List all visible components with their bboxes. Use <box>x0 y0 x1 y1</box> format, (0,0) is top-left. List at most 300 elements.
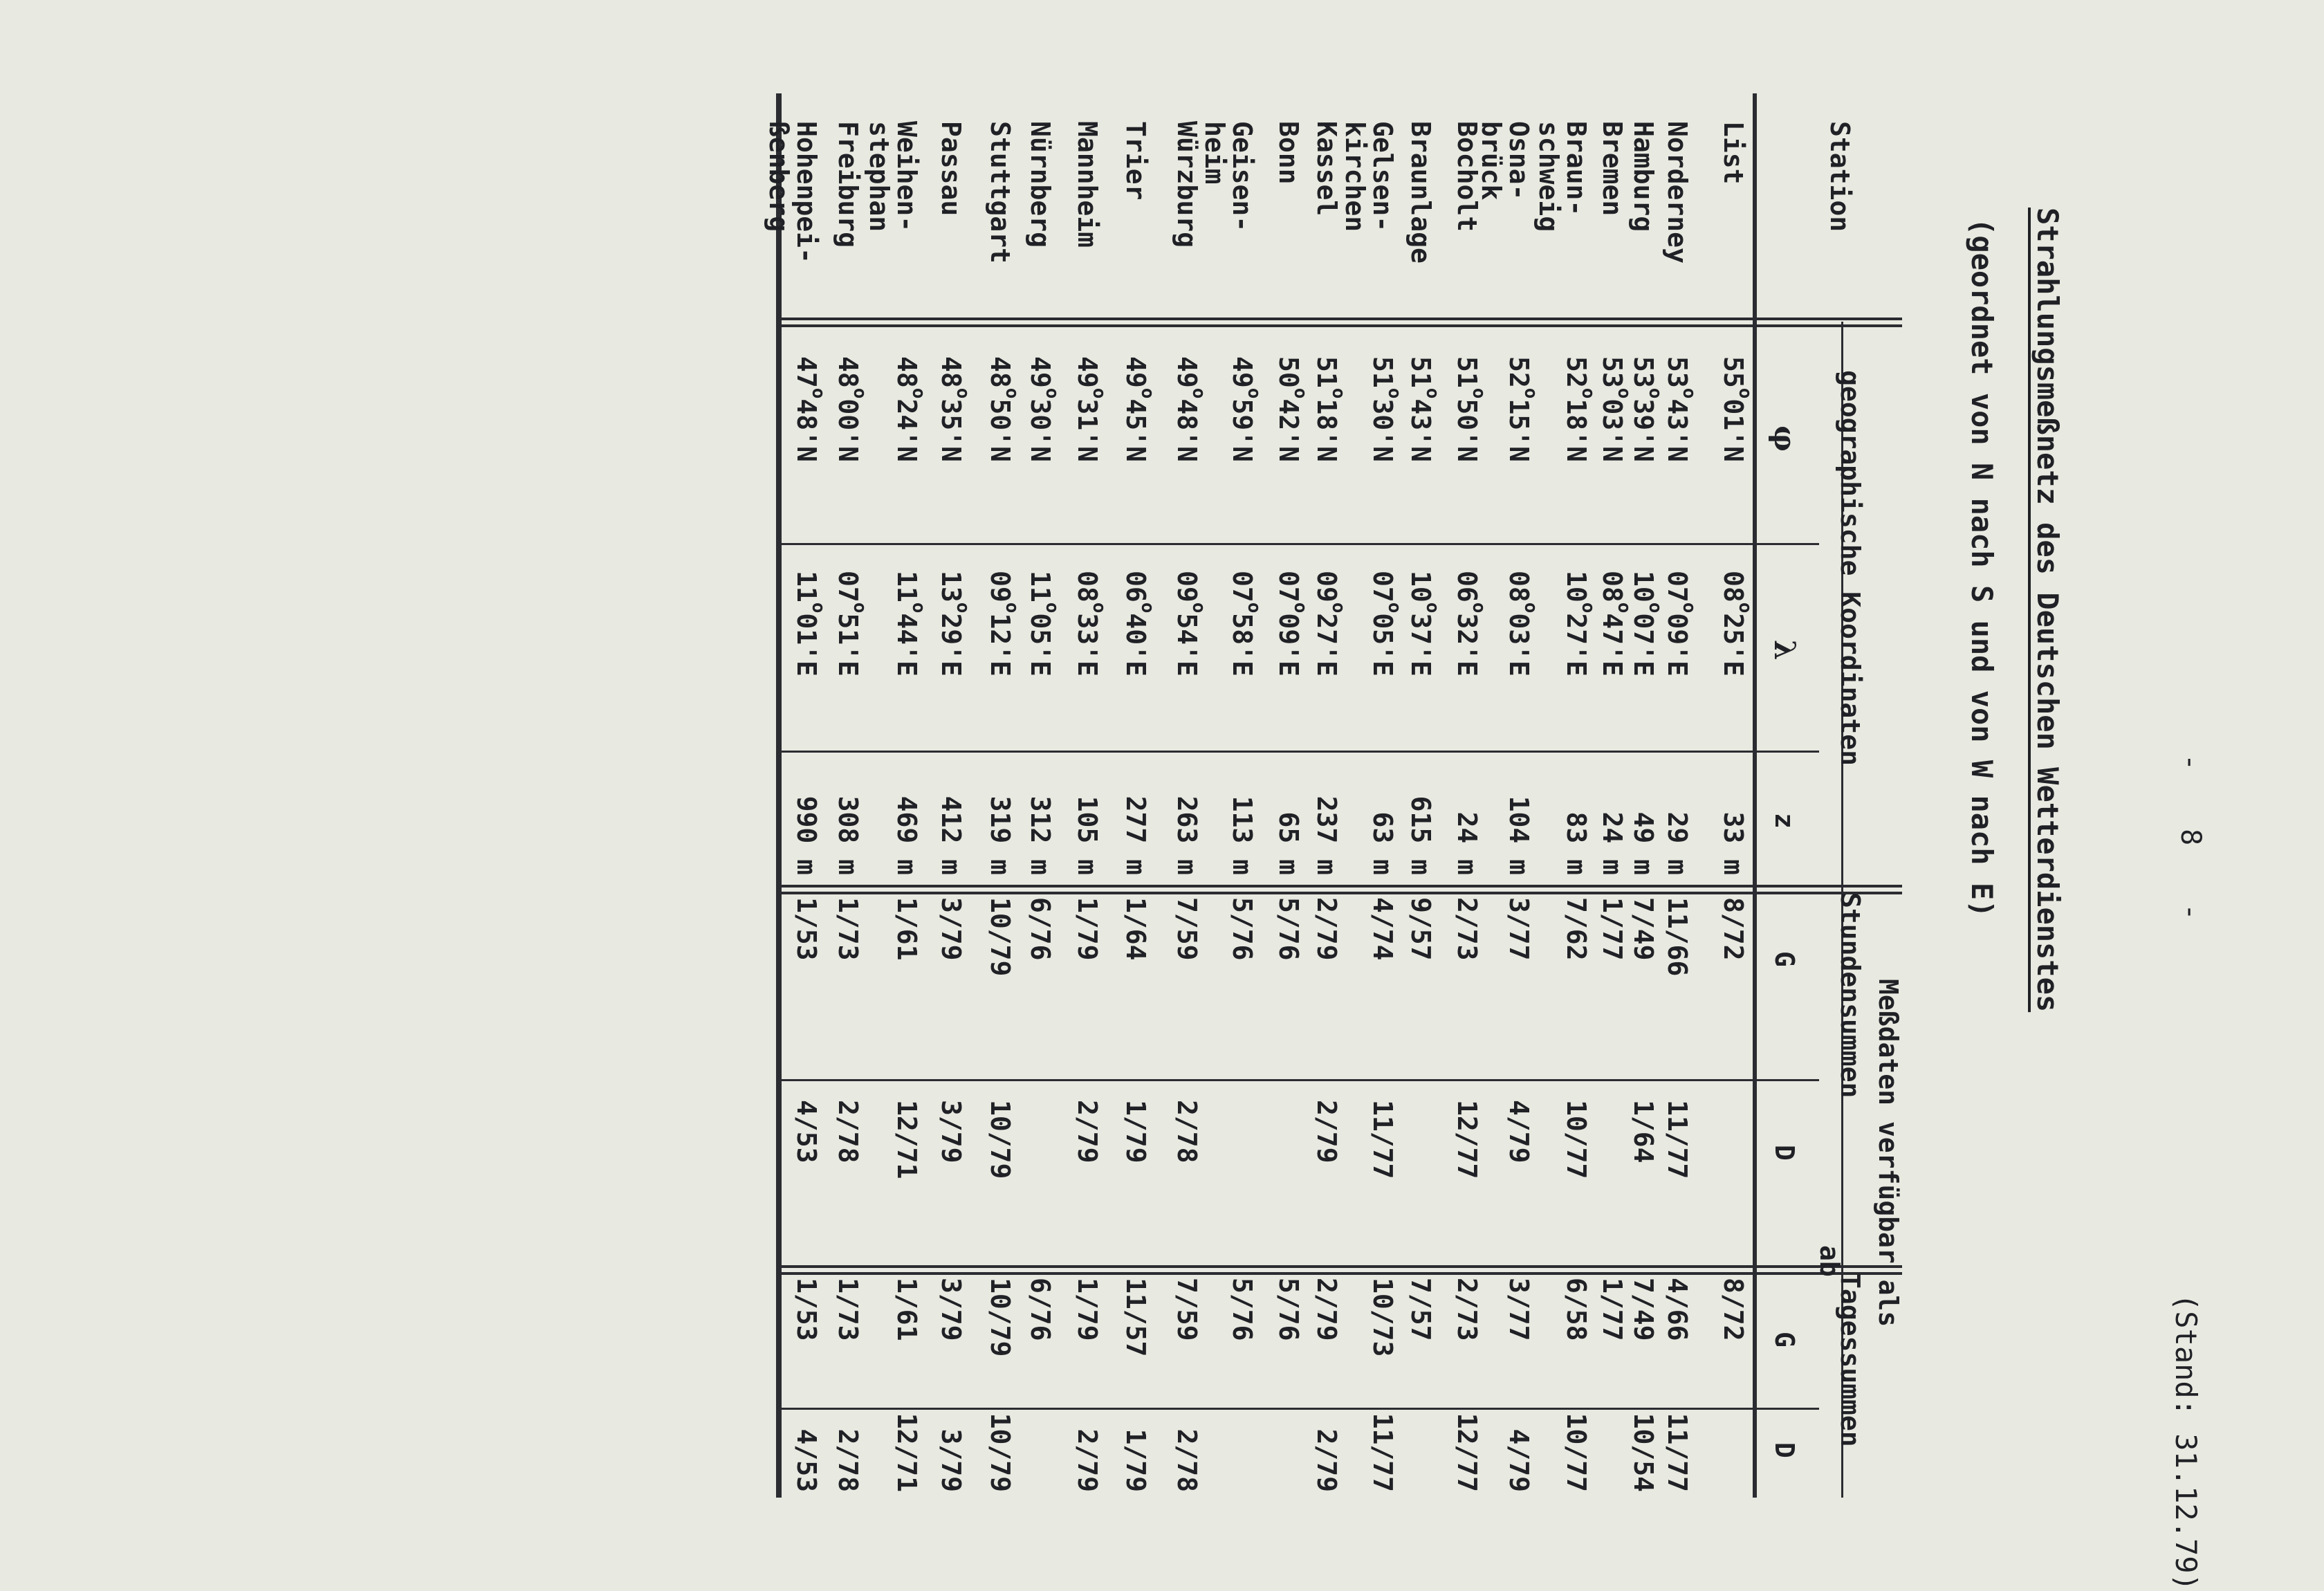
cell-hours-d: 1/79 <box>1120 1100 1151 1164</box>
cell-days-g: 1/77 <box>1597 1278 1627 1341</box>
longitude-minutes: 09'E <box>1273 613 1304 677</box>
latitude-degrees: 50 <box>1273 356 1304 388</box>
cell-altitude: 312 m <box>1025 796 1055 875</box>
cell-hours-d: 1/64 <box>1628 1100 1659 1164</box>
degree-sign: o <box>952 387 973 399</box>
cell-latitude <box>1120 356 1158 462</box>
latitude-degrees: 48 <box>833 356 863 388</box>
degree-sign: o <box>1088 602 1109 614</box>
cell-days-g: 2/79 <box>1311 1278 1342 1341</box>
degree-sign: o <box>1243 387 1264 399</box>
cell-latitude <box>1561 356 1598 462</box>
longitude-degrees: 06 <box>1452 571 1482 603</box>
latitude-minutes: 15'N <box>1504 398 1534 462</box>
header-lambda: λ <box>1768 640 1802 661</box>
longitude-degrees: 07 <box>1273 571 1304 603</box>
degree-sign: o <box>1577 387 1598 399</box>
latitude-minutes: 18'N <box>1311 398 1342 462</box>
longitude-degrees: 07 <box>1227 571 1257 603</box>
cell-station: Braun- <box>1561 121 1592 217</box>
cell-latitude <box>1718 356 1755 462</box>
cell-days-d: 1/79 <box>1120 1428 1151 1492</box>
longitude-minutes: 51'E <box>833 613 863 677</box>
degree-sign: o <box>1383 387 1405 399</box>
table-group-rule <box>782 1272 1902 1275</box>
latitude-minutes: 00'N <box>833 398 863 462</box>
longitude-degrees: 09 <box>1311 571 1342 603</box>
latitude-degrees: 52 <box>1561 356 1592 388</box>
cell-altitude: 29 m <box>1662 811 1693 875</box>
longitude-degrees: 07 <box>1367 571 1398 603</box>
degree-sign: o <box>1136 602 1158 614</box>
latitude-degrees: 48 <box>892 356 922 388</box>
cell-station: Hamburg <box>1628 121 1659 232</box>
header-g1: G <box>1769 951 1800 967</box>
cell-longitude <box>1628 571 1666 677</box>
document-title: Strahlungsmeßnetz des Deutschen Wetterdienstes <box>2031 208 2065 1013</box>
cell-station: Stuttgart <box>985 121 1015 264</box>
cell-days-d: 3/79 <box>936 1428 966 1492</box>
latitude-degrees: 53 <box>1662 356 1693 388</box>
cell-latitude <box>1504 356 1541 462</box>
latitude-minutes: 59'N <box>1227 398 1257 462</box>
cell-longitude <box>1405 571 1443 677</box>
cell-hours-d: 10/79 <box>985 1100 1015 1179</box>
cell-days-g: 5/76 <box>1273 1278 1304 1341</box>
cell-station: Geisen- <box>1227 121 1257 232</box>
longitude-minutes: 54'E <box>1172 613 1202 677</box>
latitude-degrees: 49 <box>1172 356 1202 388</box>
table-column-rule <box>782 751 1819 753</box>
station-table <box>401 93 1930 1498</box>
cell-days-g: 8/72 <box>1718 1278 1749 1341</box>
cell-altitude: 83 m <box>1561 811 1592 875</box>
page-number: - 8 - <box>2175 754 2206 941</box>
cell-latitude <box>892 356 929 462</box>
cell-longitude <box>936 571 973 677</box>
cell-altitude: 33 m <box>1718 811 1749 875</box>
cell-station: Freiburg <box>833 121 863 248</box>
longitude-degrees: 10 <box>1405 571 1436 603</box>
cell-hours-d: 3/79 <box>936 1100 966 1164</box>
longitude-minutes: 58'E <box>1227 613 1257 677</box>
longitude-minutes: 29'E <box>936 613 966 677</box>
cell-days-d: 2/79 <box>1072 1428 1103 1492</box>
longitude-degrees: 08 <box>1718 571 1749 603</box>
cell-station: Bonn <box>1273 121 1304 185</box>
cell-hours-d: 2/79 <box>1311 1100 1342 1164</box>
longitude-degrees: 08 <box>1597 571 1627 603</box>
longitude-minutes: 27'E <box>1311 613 1342 677</box>
cell-station: brück <box>1476 121 1506 201</box>
cell-hours-g: 8/72 <box>1718 897 1749 961</box>
cell-latitude <box>1662 356 1699 462</box>
cell-longitude <box>1662 571 1699 677</box>
longitude-minutes: 47'E <box>1597 613 1627 677</box>
degree-sign: o <box>1678 387 1699 399</box>
cell-station: List <box>1718 121 1749 185</box>
cell-station: Braunlage <box>1405 121 1436 264</box>
cell-days-g: 4/66 <box>1662 1278 1693 1341</box>
cell-latitude <box>1311 356 1349 462</box>
cell-days-g: 3/77 <box>1504 1278 1534 1341</box>
longitude-degrees: 11 <box>1025 571 1055 603</box>
cell-hours-g: 10/79 <box>985 897 1015 977</box>
cell-days-d: 10/54 <box>1628 1413 1659 1492</box>
degree-sign: o <box>1289 602 1311 614</box>
cell-altitude: 104 m <box>1504 796 1534 875</box>
cell-altitude: 277 m <box>1120 796 1151 875</box>
cell-days-g: 7/49 <box>1628 1278 1659 1341</box>
longitude-minutes: 05'E <box>1025 613 1055 677</box>
cell-hours-d: 4/53 <box>791 1100 822 1164</box>
header-days: Tagessummen <box>1835 1273 1865 1447</box>
degree-sign: o <box>1520 387 1541 399</box>
cell-altitude: 263 m <box>1172 796 1202 875</box>
degree-sign: o <box>1001 387 1022 399</box>
cell-latitude <box>1367 356 1405 462</box>
cell-longitude <box>1311 571 1349 677</box>
cell-longitude <box>1172 571 1209 677</box>
cell-latitude <box>1025 356 1062 462</box>
cell-station: Trier <box>1120 121 1151 201</box>
degree-sign: o <box>1734 602 1755 614</box>
longitude-degrees: 09 <box>1172 571 1202 603</box>
cell-altitude: 308 m <box>833 796 863 875</box>
longitude-degrees: 06 <box>1120 571 1151 603</box>
cell-station: schweig <box>1533 121 1564 232</box>
longitude-minutes: 40'E <box>1120 613 1151 677</box>
cell-station: Passau <box>936 121 966 217</box>
degree-sign: o <box>1468 602 1489 614</box>
latitude-degrees: 51 <box>1311 356 1342 388</box>
degree-sign: o <box>1327 387 1349 399</box>
cell-altitude: 319 m <box>985 796 1015 875</box>
latitude-minutes: 42'N <box>1273 398 1304 462</box>
longitude-minutes: 25'E <box>1718 613 1749 677</box>
cell-longitude <box>1227 571 1264 677</box>
degree-sign: o <box>807 602 829 614</box>
header-hours: Stundensummen <box>1835 892 1865 1098</box>
cell-latitude <box>936 356 973 462</box>
longitude-degrees: 07 <box>1662 571 1693 603</box>
latitude-degrees: 49 <box>1120 356 1151 388</box>
latitude-minutes: 48'N <box>1172 398 1202 462</box>
cell-latitude <box>1597 356 1634 462</box>
cell-hours-d: 11/77 <box>1662 1100 1693 1179</box>
cell-days-g: 6/76 <box>1025 1278 1055 1341</box>
degree-sign: o <box>1613 602 1634 614</box>
latitude-degrees: 51 <box>1405 356 1436 388</box>
cell-hours-g: 2/79 <box>1311 897 1342 961</box>
cell-latitude <box>985 356 1022 462</box>
latitude-minutes: 35'N <box>936 398 966 462</box>
degree-sign: o <box>907 387 929 399</box>
table-group-rule <box>782 1265 1902 1268</box>
cell-days-g: 5/76 <box>1227 1278 1257 1341</box>
degree-sign: o <box>1678 602 1699 614</box>
degree-sign: o <box>1644 602 1666 614</box>
degree-sign: o <box>1188 387 1209 399</box>
cell-station: Kassel <box>1311 121 1342 217</box>
degree-sign: o <box>1001 602 1022 614</box>
latitude-minutes: 24'N <box>892 398 922 462</box>
cell-hours-g: 1/79 <box>1072 897 1103 961</box>
cell-days-d: 10/79 <box>985 1413 1015 1492</box>
latitude-degrees: 53 <box>1628 356 1659 388</box>
cell-days-g: 11/57 <box>1120 1278 1151 1357</box>
latitude-degrees: 47 <box>791 356 822 388</box>
table-group-rule <box>782 324 1902 327</box>
cell-altitude: 412 m <box>936 796 966 875</box>
cell-hours-g: 9/57 <box>1405 897 1436 961</box>
table-group-rule <box>782 318 1902 320</box>
degree-sign: o <box>1243 602 1264 614</box>
cell-hours-g: 1/77 <box>1597 897 1627 961</box>
cell-days-g: 3/79 <box>936 1278 966 1341</box>
cell-days-d: 12/71 <box>892 1413 922 1492</box>
cell-hours-g: 1/64 <box>1120 897 1151 961</box>
longitude-minutes: 01'E <box>791 613 822 677</box>
latitude-degrees: 51 <box>1367 356 1398 388</box>
latitude-degrees: 49 <box>1025 356 1055 388</box>
latitude-minutes: 31'N <box>1072 398 1103 462</box>
degree-sign: o <box>1468 387 1489 399</box>
cell-station: Gelsen- <box>1367 121 1398 232</box>
degree-sign: o <box>952 602 973 614</box>
longitude-minutes: 27'E <box>1561 613 1592 677</box>
degree-sign: o <box>1520 602 1541 614</box>
cell-altitude: 24 m <box>1452 811 1482 875</box>
longitude-minutes: 09'E <box>1662 613 1693 677</box>
cell-hours-d: 11/77 <box>1367 1100 1398 1179</box>
longitude-degrees: 13 <box>936 571 966 603</box>
latitude-minutes: 18'N <box>1561 398 1592 462</box>
degree-sign: o <box>1136 387 1158 399</box>
degree-sign: o <box>1088 387 1109 399</box>
cell-altitude: 615 m <box>1405 796 1436 875</box>
cell-station: Nürnberg <box>1025 121 1055 248</box>
cell-hours-d: 2/78 <box>1172 1100 1202 1164</box>
cell-days-g: 1/61 <box>892 1278 922 1341</box>
cell-hours-d: 4/79 <box>1504 1100 1534 1164</box>
header-station: Station <box>1825 121 1855 232</box>
cell-longitude <box>892 571 929 677</box>
cell-latitude <box>1273 356 1311 462</box>
header-phi: φ <box>1768 425 1802 452</box>
cell-altitude: 469 m <box>892 796 922 875</box>
cell-hours-d: 2/79 <box>1072 1100 1103 1164</box>
longitude-minutes: 12'E <box>985 613 1015 677</box>
cell-days-g: 7/59 <box>1172 1278 1202 1341</box>
latitude-degrees: 55 <box>1718 356 1749 388</box>
latitude-minutes: 50'N <box>1452 398 1482 462</box>
cell-hours-d: 12/77 <box>1452 1100 1482 1179</box>
degree-sign: o <box>1644 387 1666 399</box>
stand-date: (Stand: 31.12.79) <box>2169 1294 2203 1591</box>
degree-sign: o <box>1577 602 1598 614</box>
cell-longitude <box>1452 571 1489 677</box>
header-measure: Meßdaten verfügbar als <box>1873 979 1903 1327</box>
cell-latitude <box>1072 356 1109 462</box>
degree-sign: o <box>1041 602 1062 614</box>
cell-station: Bocholt <box>1452 121 1482 232</box>
cell-days-d: 11/77 <box>1367 1413 1398 1492</box>
cell-longitude <box>791 571 829 677</box>
cell-days-d: 4/53 <box>791 1428 822 1492</box>
cell-latitude <box>1405 356 1443 462</box>
longitude-degrees: 08 <box>1504 571 1534 603</box>
longitude-degrees: 11 <box>892 571 922 603</box>
latitude-degrees: 51 <box>1452 356 1482 388</box>
cell-station: Hohenpei- <box>791 121 822 264</box>
latitude-minutes: 43'N <box>1662 398 1693 462</box>
cell-altitude: 237 m <box>1311 796 1342 875</box>
cell-station: Norderney <box>1662 121 1693 264</box>
cell-longitude <box>833 571 870 677</box>
cell-latitude <box>1628 356 1666 462</box>
cell-station: Würzburg <box>1172 121 1202 248</box>
cell-longitude <box>1072 571 1109 677</box>
cell-station: ßenberg <box>764 121 794 232</box>
latitude-degrees: 48 <box>985 356 1015 388</box>
cell-station: Mannheim <box>1072 121 1103 248</box>
latitude-minutes: 30'N <box>1025 398 1055 462</box>
header-ab: ab <box>1814 1245 1845 1277</box>
cell-days-g: 10/79 <box>985 1278 1015 1357</box>
header-coordinates: geographische Koordinaten <box>1835 370 1865 766</box>
header-d1: D <box>1769 1145 1800 1161</box>
cell-days-d: 2/79 <box>1311 1428 1342 1492</box>
cell-latitude <box>1172 356 1209 462</box>
cell-hours-d: 10/77 <box>1561 1100 1592 1179</box>
degree-sign: o <box>807 387 829 399</box>
longitude-minutes: 44'E <box>892 613 922 677</box>
cell-altitude: 49 m <box>1628 811 1659 875</box>
longitude-degrees: 09 <box>985 571 1015 603</box>
cell-station: stephan <box>864 121 894 232</box>
longitude-degrees: 10 <box>1628 571 1659 603</box>
latitude-minutes: 39'N <box>1628 398 1659 462</box>
document-subtitle: (geordnet von N nach S und von W nach E) <box>1965 218 1999 918</box>
latitude-minutes: 01'N <box>1718 398 1749 462</box>
cell-hours-d: 2/78 <box>833 1100 863 1164</box>
cell-longitude <box>1120 571 1158 677</box>
cell-altitude: 990 m <box>791 796 822 875</box>
cell-days-g: 6/58 <box>1561 1278 1592 1341</box>
table-column-rule <box>782 1408 1819 1410</box>
latitude-minutes: 48'N <box>791 398 822 462</box>
cell-days-d: 2/78 <box>833 1428 863 1492</box>
degree-sign: o <box>1734 387 1755 399</box>
cell-days-g: 7/57 <box>1405 1278 1436 1341</box>
cell-hours-g: 7/62 <box>1561 897 1592 961</box>
cell-hours-g: 3/79 <box>936 897 966 961</box>
cell-station: Bremen <box>1597 121 1627 217</box>
latitude-degrees: 49 <box>1227 356 1257 388</box>
table-group-rule <box>782 892 1902 894</box>
cell-longitude <box>985 571 1022 677</box>
cell-station: Weihen- <box>892 121 922 232</box>
cell-altitude: 65 m <box>1273 811 1304 875</box>
cell-longitude <box>1367 571 1405 677</box>
cell-hours-g: 2/73 <box>1452 897 1482 961</box>
cell-altitude: 24 m <box>1597 811 1627 875</box>
cell-hours-g: 7/59 <box>1172 897 1202 961</box>
cell-days-d: 4/79 <box>1504 1428 1534 1492</box>
longitude-degrees: 07 <box>833 571 863 603</box>
latitude-minutes: 03'N <box>1597 398 1627 462</box>
cell-days-d: 10/77 <box>1561 1413 1592 1492</box>
cell-days-g: 1/79 <box>1072 1278 1103 1341</box>
cell-hours-g: 11/66 <box>1662 897 1693 977</box>
cell-hours-g: 3/77 <box>1504 897 1534 961</box>
latitude-degrees: 52 <box>1504 356 1534 388</box>
cell-altitude: 63 m <box>1367 811 1398 875</box>
cell-hours-g: 1/61 <box>892 897 922 961</box>
latitude-minutes: 45'N <box>1120 398 1151 462</box>
cell-longitude <box>1273 571 1311 677</box>
cell-days-g: 1/53 <box>791 1278 822 1341</box>
cell-hours-g: 1/53 <box>791 897 822 961</box>
cell-longitude <box>1718 571 1755 677</box>
cell-station: heim <box>1199 121 1230 185</box>
cell-station: kirchen <box>1340 121 1370 232</box>
cell-altitude: 105 m <box>1072 796 1103 875</box>
longitude-degrees: 08 <box>1072 571 1103 603</box>
latitude-minutes: 30'N <box>1367 398 1398 462</box>
cell-hours-g: 6/76 <box>1025 897 1055 961</box>
degree-sign: o <box>907 602 929 614</box>
cell-latitude <box>791 356 829 462</box>
longitude-minutes: 33'E <box>1072 613 1103 677</box>
cell-hours-d: 12/71 <box>892 1100 922 1179</box>
degree-sign: o <box>849 387 870 399</box>
degree-sign: o <box>1188 602 1209 614</box>
degree-sign: o <box>1613 387 1634 399</box>
degree-sign: o <box>1289 387 1311 399</box>
cell-hours-g: 7/49 <box>1628 897 1659 961</box>
degree-sign: o <box>1421 602 1443 614</box>
cell-hours-g: 1/73 <box>833 897 863 961</box>
cell-latitude <box>1227 356 1264 462</box>
cell-days-d: 11/77 <box>1662 1413 1693 1492</box>
degree-sign: o <box>849 602 870 614</box>
cell-longitude <box>1561 571 1598 677</box>
cell-days-d: 12/77 <box>1452 1413 1482 1492</box>
degree-sign: o <box>1383 602 1405 614</box>
latitude-degrees: 48 <box>936 356 966 388</box>
longitude-degrees: 10 <box>1561 571 1592 603</box>
table-column-rule <box>782 1079 1819 1081</box>
latitude-degrees: 53 <box>1597 356 1627 388</box>
table-group-rule <box>782 885 1902 888</box>
longitude-minutes: 03'E <box>1504 613 1534 677</box>
cell-days-g: 1/73 <box>833 1278 863 1341</box>
cell-latitude <box>1452 356 1489 462</box>
cell-altitude: 113 m <box>1227 796 1257 875</box>
degree-sign: o <box>1421 387 1443 399</box>
degree-sign: o <box>1041 387 1062 399</box>
cell-longitude <box>1504 571 1541 677</box>
cell-hours-g: 5/76 <box>1273 897 1304 961</box>
header-d2: D <box>1769 1442 1800 1458</box>
longitude-minutes: 32'E <box>1452 613 1482 677</box>
latitude-minutes: 50'N <box>985 398 1015 462</box>
longitude-degrees: 11 <box>791 571 822 603</box>
cell-hours-g: 5/76 <box>1227 897 1257 961</box>
table-column-rule <box>782 543 1819 545</box>
